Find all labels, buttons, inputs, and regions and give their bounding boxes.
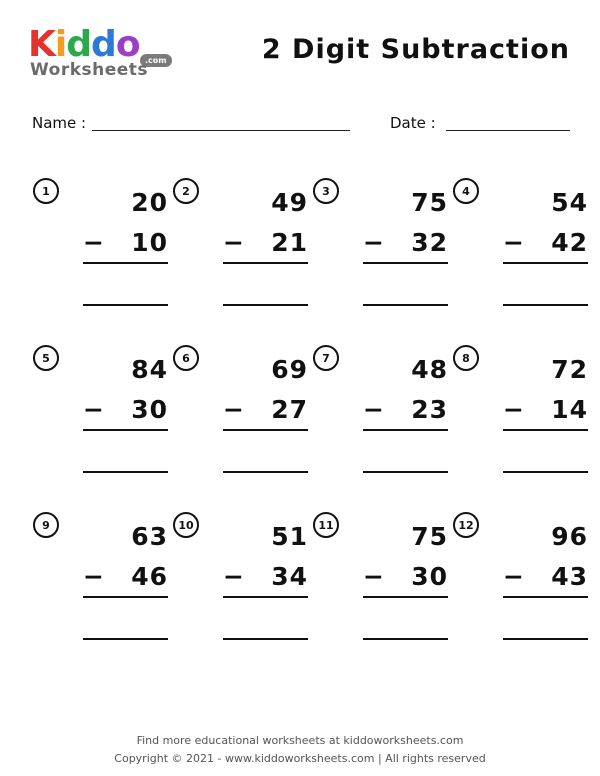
sum-line [223, 596, 308, 598]
sum-line [363, 262, 448, 264]
minus-sign: − [223, 562, 244, 591]
logo-wordmark [28, 26, 140, 64]
answer-line[interactable] [83, 638, 168, 640]
subtraction-problem [33, 178, 168, 318]
logo-letter: d [91, 24, 116, 65]
subtrahend: 34 [271, 562, 308, 591]
subtraction-problem [313, 178, 448, 318]
minus-sign: − [83, 395, 104, 424]
problem-number: 2 [173, 178, 199, 204]
subtraction-problem [173, 178, 308, 318]
subtrahend: 46 [131, 562, 168, 591]
minuend: 49 [271, 188, 308, 217]
page-title: 2 Digit Subtraction [261, 34, 570, 65]
name-input-line[interactable] [92, 130, 350, 131]
minuend: 63 [131, 522, 168, 551]
answer-line[interactable] [83, 304, 168, 306]
problem-number: 12 [453, 512, 479, 538]
problem-number: 5 [33, 345, 59, 371]
subtrahend: 21 [271, 228, 308, 257]
minuend: 96 [551, 522, 588, 551]
sum-line [503, 596, 588, 598]
answer-line[interactable] [363, 471, 448, 473]
name-label: Name : [32, 114, 87, 132]
kiddo-logo [28, 26, 178, 86]
minus-sign: − [83, 562, 104, 591]
minus-sign: − [503, 395, 524, 424]
footer-copyright: Copyright © 2021 - www.kiddoworksheets.com | All rights reserved [114, 752, 486, 765]
minus-sign: − [503, 562, 524, 591]
logo-letter: i [54, 24, 67, 65]
logo-letter: K [28, 24, 55, 65]
answer-line[interactable] [363, 304, 448, 306]
subtraction-problem [313, 345, 448, 485]
subtraction-problem [453, 512, 588, 652]
problem-number: 7 [313, 345, 339, 371]
subtrahend: 32 [411, 228, 448, 257]
problem-number: 11 [313, 512, 339, 538]
subtrahend: 42 [551, 228, 588, 257]
subtrahend: 30 [411, 562, 448, 591]
logo-com-badge: .com [140, 54, 172, 67]
sum-line [83, 262, 168, 264]
minuend: 54 [551, 188, 588, 217]
minuend: 48 [411, 355, 448, 384]
subtraction-problem [33, 512, 168, 652]
answer-line[interactable] [363, 638, 448, 640]
problem-number: 1 [33, 178, 59, 204]
sum-line [503, 262, 588, 264]
subtraction-problem [453, 345, 588, 485]
minuend: 75 [411, 188, 448, 217]
problem-number: 8 [453, 345, 479, 371]
answer-line[interactable] [503, 471, 588, 473]
minuend: 72 [551, 355, 588, 384]
subtrahend: 43 [551, 562, 588, 591]
answer-line[interactable] [503, 638, 588, 640]
sum-line [223, 429, 308, 431]
minus-sign: − [223, 395, 244, 424]
answer-line[interactable] [223, 471, 308, 473]
subtrahend: 23 [411, 395, 448, 424]
sum-line [363, 429, 448, 431]
problem-number: 3 [313, 178, 339, 204]
sum-line [503, 429, 588, 431]
problem-number: 9 [33, 512, 59, 538]
minus-sign: − [363, 228, 384, 257]
subtraction-problem [173, 512, 308, 652]
subtraction-problem [453, 178, 588, 318]
sum-line [83, 596, 168, 598]
sum-line [83, 429, 168, 431]
problem-number: 6 [173, 345, 199, 371]
logo-letter: d [66, 24, 92, 65]
logo-letter: o [115, 24, 140, 65]
logo-worksheets-text: Worksheets [30, 60, 149, 80]
answer-line[interactable] [223, 638, 308, 640]
answer-line[interactable] [83, 471, 168, 473]
minus-sign: − [363, 395, 384, 424]
subtrahend: 27 [271, 395, 308, 424]
sum-line [223, 262, 308, 264]
answer-line[interactable] [223, 304, 308, 306]
sum-line [363, 596, 448, 598]
minuend: 51 [271, 522, 308, 551]
minuend: 20 [131, 188, 168, 217]
minus-sign: − [83, 228, 104, 257]
minus-sign: − [363, 562, 384, 591]
subtrahend: 10 [131, 228, 168, 257]
minus-sign: − [503, 228, 524, 257]
minuend: 75 [411, 522, 448, 551]
subtrahend: 30 [131, 395, 168, 424]
minuend: 84 [131, 355, 168, 384]
subtraction-problem [313, 512, 448, 652]
problem-number: 4 [453, 178, 479, 204]
minus-sign: − [223, 228, 244, 257]
subtraction-problem [33, 345, 168, 485]
problem-number: 10 [173, 512, 199, 538]
minuend: 69 [271, 355, 308, 384]
subtrahend: 14 [551, 395, 588, 424]
date-label: Date : [390, 114, 436, 132]
footer-promo: Find more educational worksheets at kiddoworksheets.com [136, 734, 464, 747]
date-input-line[interactable] [446, 130, 570, 131]
answer-line[interactable] [503, 304, 588, 306]
subtraction-problem [173, 345, 308, 485]
